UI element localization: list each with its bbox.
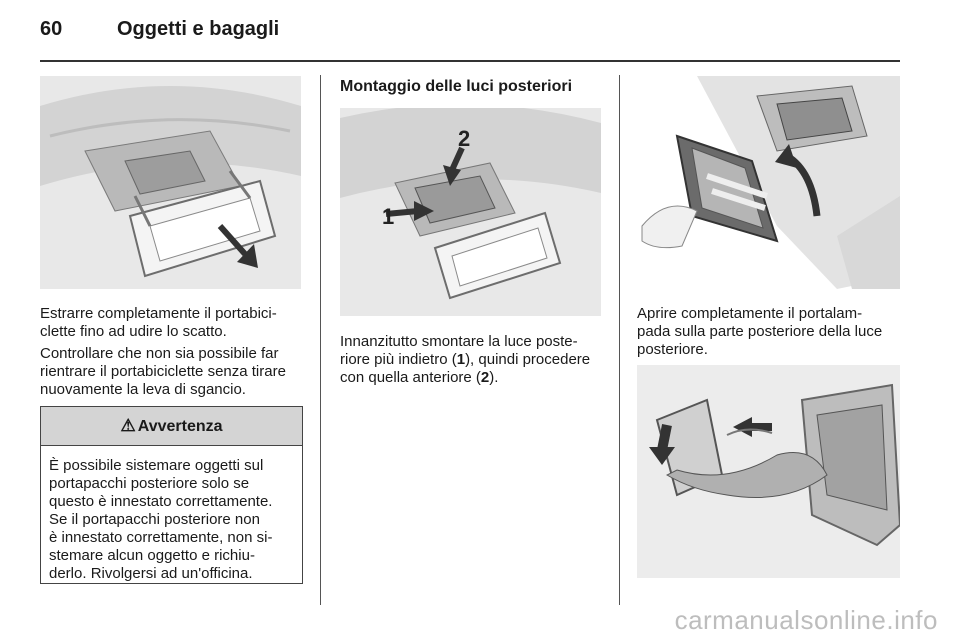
page-number: 60 [40, 18, 63, 40]
figure-remove-tail-lights [340, 108, 601, 316]
figure-insert-lamp [637, 365, 900, 578]
callout-2: 2 [458, 126, 471, 151]
paragraph-pull-out: Estrarre completamente il portabici- clette fino ad udire lo scatto. [40, 305, 277, 340]
page-title: Oggetti e bagagli [117, 18, 280, 40]
watermark-text: carmanualsonline.info [674, 605, 938, 635]
illustration-bike-carrier-extended [40, 76, 301, 289]
warning-title: Avvertenza [137, 418, 223, 435]
column-divider-right [619, 75, 620, 605]
callout-1: 1 [382, 204, 395, 229]
warning-text: È possibile sistemare oggetti sul portapacchi posteriore solo se questo è innestato correttamente. Se il portapacchi posteriore non è innestato correttamente, non si- stemare alcun oggetto e richiu- derlo. Rivolgersi ad un'officina. [49, 457, 273, 582]
page-header [40, 14, 900, 54]
illustration-lamp-insertion [637, 365, 900, 578]
illustration-open-lamp-holder [637, 76, 900, 289]
paragraph-check-lock: Controllare che non sia possibile far rientrare il portabiciclette senza tirare nuovamente la leva di sgancio. [40, 345, 286, 398]
header-rule [40, 60, 900, 62]
illustration-tail-light-removal [340, 108, 601, 316]
paragraph-open-lamp-holder: Aprire completamente il portalam- pada sulla parte posteriore della luce posteriore. [637, 305, 883, 358]
figure-pull-out-bike-carrier [40, 76, 301, 289]
warning-header [41, 407, 302, 446]
warning-triangle-icon: ⚠ [120, 416, 136, 435]
warning-box [40, 406, 303, 584]
figure-open-lamp-holder [637, 76, 900, 289]
paragraph-remove-lights: Innanzitutto smontare la luce poste- riore più indietro (1), quindi procedere con quella anteriore (2). [340, 333, 591, 386]
section-heading: Montaggio delle luci posteriori [340, 78, 573, 95]
column-divider-left [320, 75, 321, 605]
